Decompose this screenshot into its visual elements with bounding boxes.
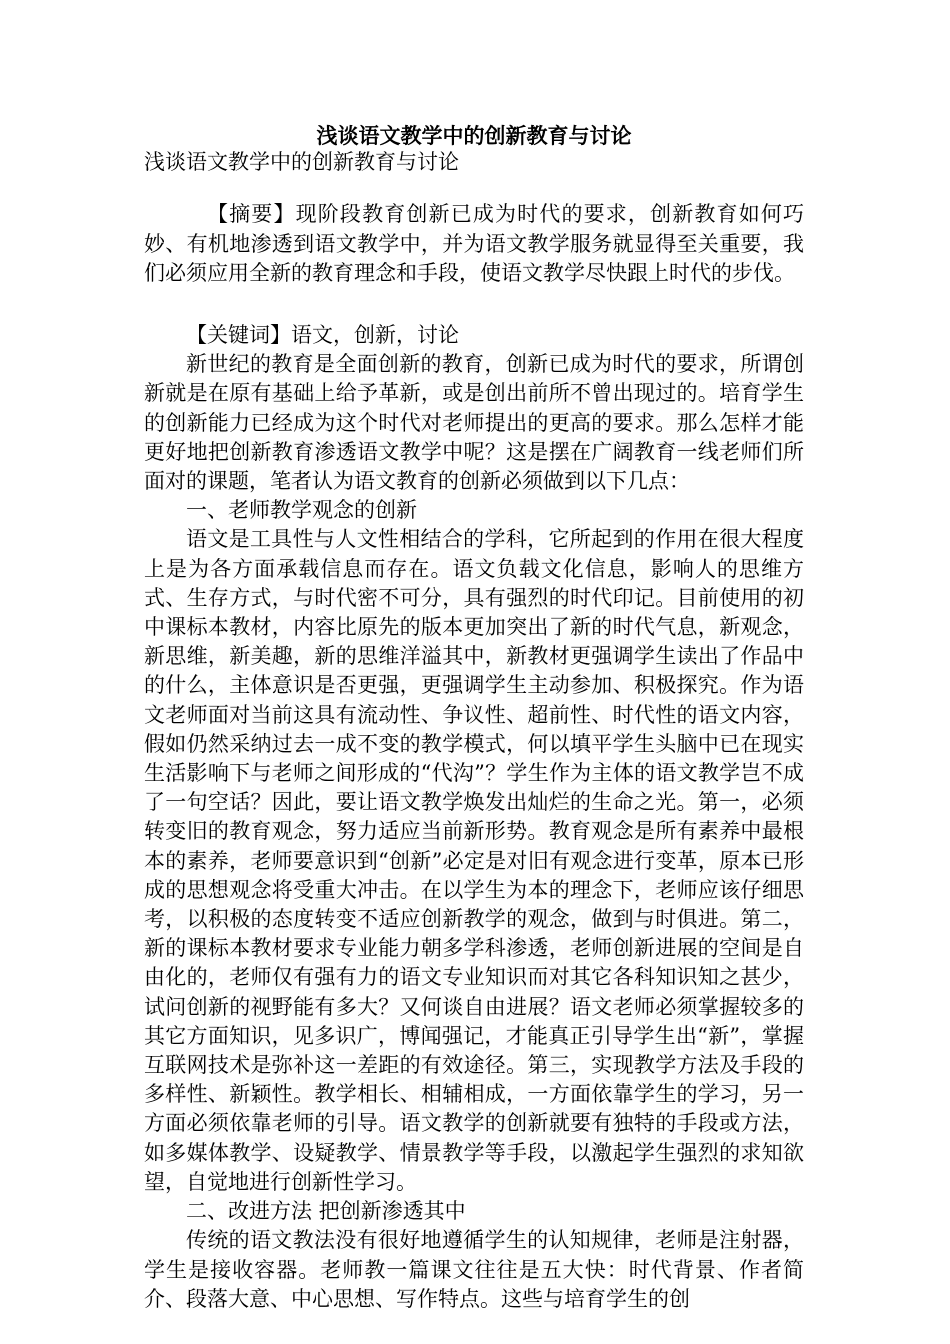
body-section — [144, 321, 804, 1314]
keywords-line: 【关键词】语文，创新，讨论 — [186, 323, 459, 347]
section-heading: 二、改进方法 把创新渗透其中 — [186, 1199, 466, 1224]
document-title: 浅谈语文教学中的创新教育与讨论 — [316, 123, 632, 148]
body-paragraph: 语文是工具性与人文性相结合的学科，它所起到的作用在很大程度上是为各方面承载信息而存在。语文负载文化信息，影响人的思维方式、生存方式，与时代密不可分，具有强烈的时代印记。目前使用的初中课标本教材，内容比原先的版本更加突出了新的时代气息，新观念，新思维，新美趣，新的思维洋溢其中，新教材更强调学生读出了作品中的什么，主体意识是否更强，更强调学生主动参加、积极探究。作为语文老师面对当前这具有流动性、争议性、超前性、时代性的语文内容，假如仍然采纳过去一成不变的教学模式，何以填平学生头脑中已在现实生活影响下与老师之间形成的“代沟”？学生作为主体的语文教学岂不成了一句空话？因此，要让语文教学焕发出灿烂的生命之光。第一，必须转变旧的教育观念，努力适应当前新形势。教育观念是所有素养中最根本的素养，老师要意识到“创新”必定是对旧有观念进行变革，原本已形成的思想观念将受重大冲击。在以学生为本的理念下，老师应该仔细思考，以积极的态度转变不适应创新教学的观念，做到与时俱进。第二，新的课标本教材要求专业能力朝多学科渗透，老师创新进展的空间是自由化的，老师仅有强有力的语文专业知识而对其它各科知识知之甚少，试问创新的视野能有多大？又何谈自由进展？语文老师必须掌握较多的其它方面知识，见多识广，博闻强记，才能真正引导学生出“新”，掌握互联网技术是弥补这一差距的有效途径。第三，实现教学方法及手段的多样性、新颖性。教学相长、相辅相成，一方面依靠学生的学习，另一方面必须依靠老师的引导。语文教学的创新就要有独特的手段或方法，如多媒体教学、设疑教学、情景教学等手段，以激起学生强烈的求知欲望，自觉地进行创新性学习。 — [144, 527, 804, 1194]
abstract-paragraph: 【摘要】现阶段教育创新已成为时代的要求，创新教育如何巧妙、有机地渗透到语文教学中，并为语文教学服务就显得至关重要，我们必须应用全新的教育理念和手段，使语文教学尽快跟上时代的步伐。 — [144, 202, 804, 285]
body-paragraph: 传统的语文教法没有很好地遵循学生的认知规律，老师是注射器，学生是接收容器。老师教一篇课文往往是五大快：时代背景、作者简介、段落大意、中心思想、写作特点。这些与培育学生的创 — [144, 1228, 804, 1311]
section-heading: 一、老师教学观念的创新 — [186, 498, 417, 523]
abstract-section — [144, 200, 804, 289]
document-subtitle: 浅谈语文教学中的创新教育与讨论 — [144, 150, 459, 174]
body-paragraph: 新世纪的教育是全面创新的教育，创新已成为时代的要求，所谓创新就是在原有基础上给予革新，或是创出前所不曾出现过的。培育学生的创新能力已经成为这个时代对老师提出的更高的要求。那么怎样才能更好地把创新教育渗透语文教学中呢？这是摆在广阔教育一线老师们所面对的课题，笔者认为语文教育的创新必须做到以下几点： — [144, 352, 804, 494]
